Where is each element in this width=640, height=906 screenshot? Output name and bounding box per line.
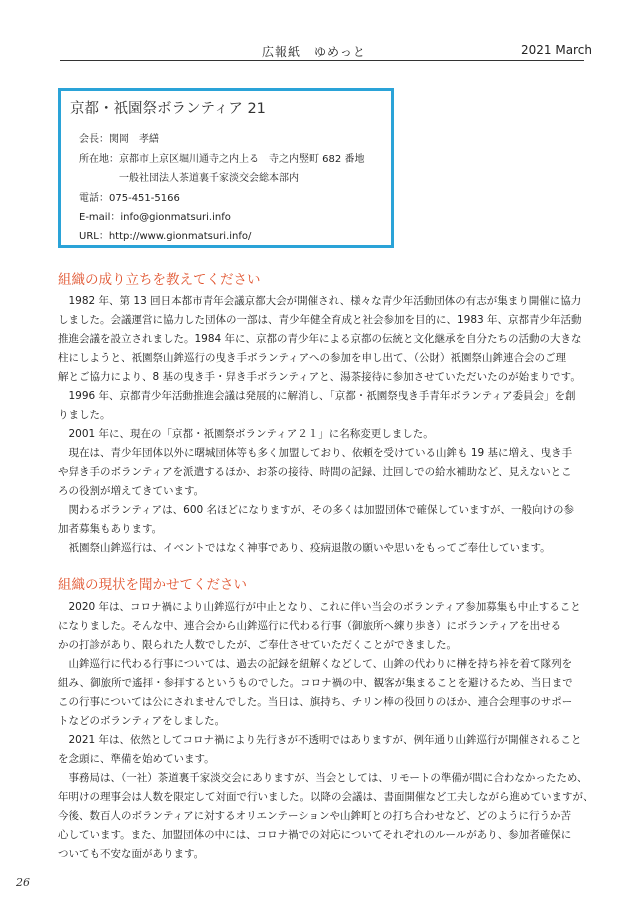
- paragraph-line: 組み、御旅所で遙拝・参拝するというものでした。コロナ禍の中、観客が集まることを避けるため、当日まで: [58, 677, 573, 689]
- organization-name: 京都・祇園祭ボランティア 21: [70, 101, 266, 117]
- paragraph-line: 現在は、青少年団体以外に曙城団体等も多く加盟しており、依頼を受けている山鉾も 19 基に増え、曳き手: [58, 447, 573, 459]
- paragraph-line: トなどのボランティアをしました。: [58, 715, 226, 727]
- paragraph-line: かの打診があり、限られた人数でしたが、ご奉仕させていただくことができました。: [58, 639, 457, 651]
- header-divider: [60, 60, 584, 61]
- newsletter-title: 広報紙 ゆめっと: [262, 45, 366, 59]
- paragraph-line: ろの役割が増えてきています。: [58, 485, 205, 497]
- paragraph-line: 1982 年、第 13 回日本都市青年会議京都大会が開催され、様々な青少年活動団体の有志が集まり開催に協力: [58, 295, 582, 307]
- paragraph-line: 1996 年、京都青少年活動推進会議は発展的に解消し、「京都・祇園祭曳き手青年ボランティア委員会」を創: [58, 390, 576, 402]
- info-phone: 電話：075-451-5166: [79, 193, 180, 204]
- info-email[interactable]: E-mail：info@gionmatsuri.info: [79, 212, 231, 223]
- paragraph-line: この行事については公にされませんでした。当日は、旗持ち、チリン棒の役回りのほか、連合会理事のサポー: [58, 696, 573, 708]
- paragraph-line: や舁き手のボランティアを派遣するほか、お茶の接待、時間の記録、辻回しでの給水補助など、見えないとこ: [58, 466, 572, 478]
- info-address: 所在地：京都市上京区堀川通寺之内上る 寺之内竪町 682 番地: [79, 154, 365, 165]
- paragraph-line: 柱にしようと、祇園祭山鉾巡行の曳き手ボランティアへの参加を申し出て、（公財）祇園祭山鉾連合会のご理: [58, 352, 566, 364]
- paragraph-line: しました。会議運営に協力した団体の一部は、青少年健全育成と社会参加を目的に、1983 年、京都青少年活動: [58, 314, 582, 326]
- organization-info-box: [58, 88, 394, 248]
- paragraph-line: 心しています。また、加盟団体の中には、コロナ禍での対応についてそれぞれのルールがあり、参加者確保に: [58, 829, 572, 841]
- paragraph-line: りました。: [58, 409, 111, 421]
- paragraph-line: を念頭に、準備を始めています。: [58, 753, 215, 765]
- paragraph-line: 関わるボランティアは、600 名ほどになりますが、その多くは加盟団体で確保していますが、一般向けの参: [58, 504, 575, 516]
- paragraph-line: 祇園祭山鉾巡行は、イベントではなく神事であり、疫病退散の願いや思いをもってご奉仕しています。: [58, 542, 551, 554]
- paragraph-line: になりました。そんな中、連合会から山鉾巡行に代わる行事（御旅所へ練り歩き）にボランティアを出せる: [58, 620, 562, 632]
- paragraph-line: 解とご協力により、8 基の曳き手・舁き手ボランティアと、湯茶接待に参加させていただいたのが始まりです。: [58, 371, 581, 383]
- info-url[interactable]: URL：http://www.gionmatsuri.info/: [79, 231, 252, 242]
- section-heading-origins: 組織の成り立ちを教えてください: [58, 272, 261, 288]
- paragraph-line: 事務局は、（一社）茶道裏千家淡交会にありますが、当会としては、リモートの準備が間に合わなかったため、: [58, 772, 588, 784]
- section-heading-current-status: 組織の現状を聞かせてください: [58, 577, 247, 593]
- paragraph-line: 2021 年は、依然としてコロナ禍により先行きが不透明ではありますが、例年通り山鉾巡行が開催されること: [58, 734, 582, 746]
- paragraph-line: 今後、数百人のボランティアに対するオリエンテーションや山鉾町との打ち合わせなど、どのように行うか苦: [58, 810, 572, 822]
- page-header: [0, 40, 640, 62]
- paragraph-line: 山鉾巡行に代わる行事については、過去の記録を紐解くなどして、山鉾の代わりに榊を持ち裃を着て隊列を: [58, 658, 573, 670]
- paragraph-line: 推進会議を設立されました。1984 年に、京都の青少年による京都の伝統と文化継承を自分たちの活動の大きな: [58, 333, 582, 345]
- page-number: 26: [16, 876, 30, 889]
- info-address-continued: 一般社団法人茶道裏千家淡交会総本部内: [79, 173, 299, 184]
- info-chairman: 会長：関岡 孝繕: [79, 134, 159, 145]
- paragraph-line: 加者募集もあります。: [58, 523, 163, 535]
- paragraph-line: 年明けの理事会は人数を限定して対面で行いました。以降の会議は、書面開催など工夫しながら進めていますが、: [58, 791, 594, 803]
- paragraph-line: 2020 年は、コロナ禍により山鉾巡行が中止となり、これに伴い当会のボランティア参加募集も中止すること: [58, 601, 581, 613]
- paragraph-line: ついても不安な面があります。: [58, 848, 205, 860]
- paragraph-line: 2001 年に、現在の「京都・祇園祭ボランティア２１」に名称変更しました。: [58, 428, 434, 440]
- issue-date: 2021 March: [521, 43, 592, 57]
